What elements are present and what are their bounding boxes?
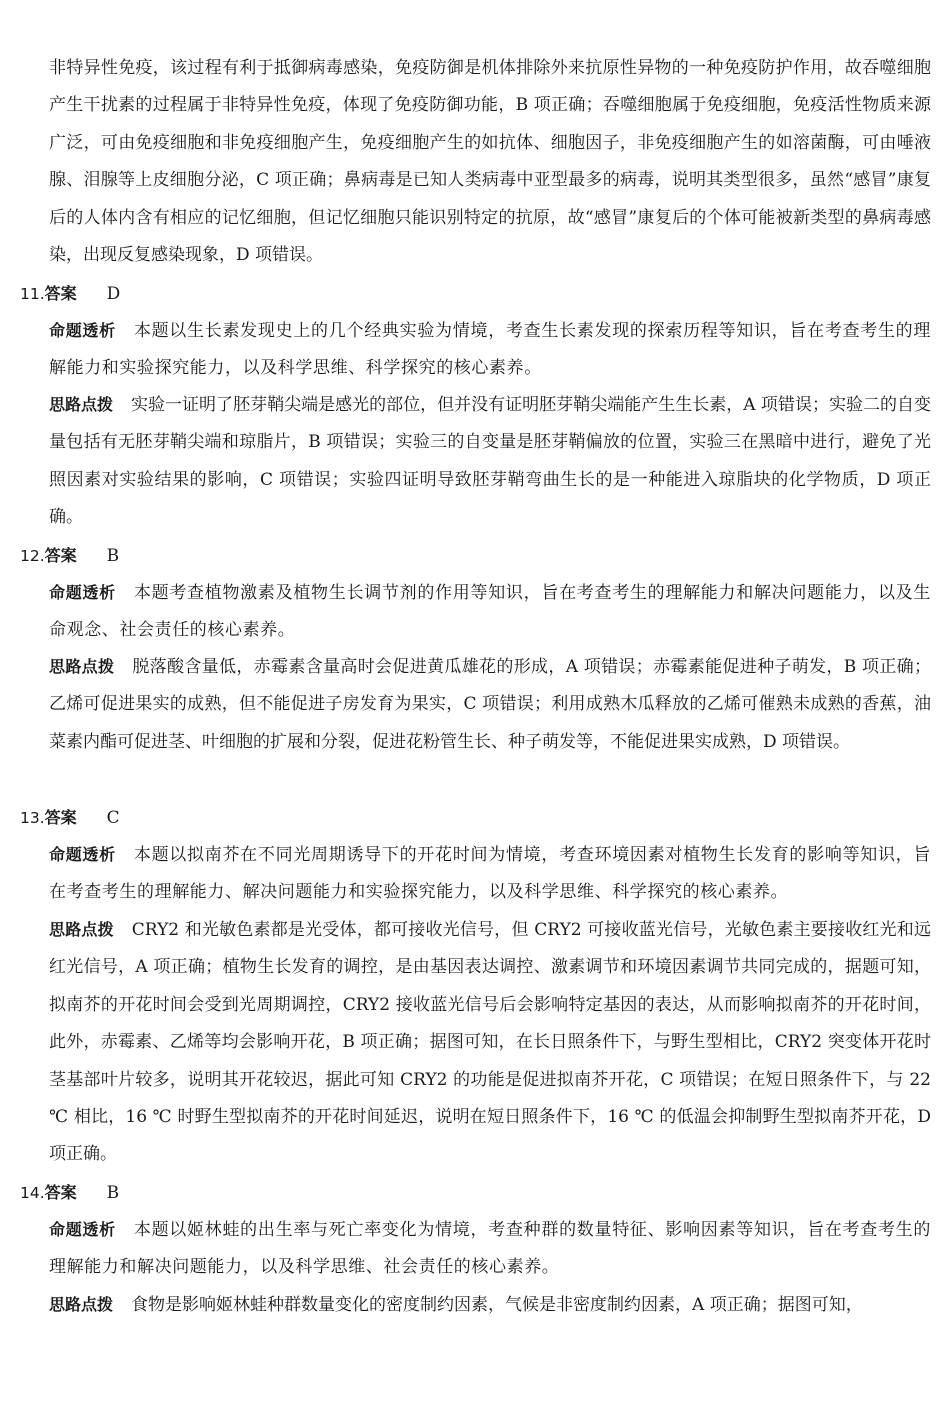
q14-analysis-label: 命题透析 [49,1220,116,1239]
q11-solution [49,386,931,537]
q14-analysis-text: 本题以姬林蛙的出生率与死亡率变化为情境，考查种群的数量特征、影响因素等知识，旨在考查考生的理解能力和解决问题能力，以及科学思维、社会责任的核心素养。 [49,1220,932,1278]
q14-answer: B [106,1183,120,1203]
q12-analysis-text: 本题考查植物激素及植物生长调节剂的作用等知识，旨在考查考生的理解能力和解决问题能力，以及生命观念、社会责任的核心素养。 [49,583,932,641]
q12-solution-text: 脱落酸含量低，赤霉素含量高时会促进黄瓜雄花的形成，A 项错误；赤霉素能促进种子萌发，B 项正确；乙烯可促进果实的成熟，但不能促进子房发育为果实，C 项错误；利用成熟木瓜释放的乙烯可催熟未成熟的香蕉，油菜素内酯可促进茎、叶细胞的扩展和分裂，促进花粉管生长、种子萌发等，不能促进果实成熟，D 项错误。 [49,657,931,752]
q13-analysis-label: 命题透析 [49,845,116,864]
intro-paragraph: 非特异性免疫，该过程有利于抵御病毒感染，免疫防御是机体排除外来抗原性异物的一种免疫防护作用，故吞噬细胞产生干扰素的过程属于非特异性免疫，体现了免疫防御功能，B 项正确；吞噬细胞属于免疫细胞，免疫活性物质来源广泛，可由免疫细胞和非免疫细胞产生，免疫细胞产生的如抗体、细胞因子，非免疫细胞产生的如溶菌酶，可由唾液腺、泪腺等上皮细胞分泌，C 项正确；鼻病毒是已知人类病毒中亚型最多的病毒，说明其类型很多，虽然“感冒”康复后的人体内含有相应的记忆细胞，但记忆细胞只能识别特定的抗原，故“感冒”康复后的个体可能被新类型的鼻病毒感染，出现反复感染现象，D 项错误。 [49,58,931,266]
q12-number: 12. [20,547,45,565]
q13-analysis-text: 本题以拟南芥在不同光周期诱导下的开花时间为情境，考查环境因素对植物生长发育的影响等知识，旨在考查考生的理解能力、解决问题能力和实验探究能力，以及科学思维、科学探究的核心素养。 [49,845,932,903]
q13-solution-label: 思路点拨 [49,920,114,939]
q14-analysis [49,1211,931,1287]
q11-solution-label: 思路点拨 [49,395,114,414]
q11-number: 11. [20,285,45,303]
q14-solution-label: 思路点拨 [49,1295,114,1314]
q12-answer: B [106,546,120,566]
q14-number: 14. [20,1184,45,1202]
q12-answer-label: 答案 [44,546,77,565]
q12-header [20,537,320,575]
q11-analysis-text: 本题以生长素发现史上的几个经典实验为情境，考查生长素发现的探索历程等知识，旨在考查考生的理解能力和实验探究能力，以及科学思维、科学探究的核心素养。 [49,321,932,379]
q14-header [20,1174,320,1212]
q12-solution [49,648,931,761]
q12-analysis [49,574,931,650]
q11-answer: D [106,284,121,304]
q13-analysis [49,836,931,912]
q13-answer: C [106,808,120,828]
q12-solution-label: 思路点拨 [49,657,115,676]
q13-solution-text: CRY2 和光敏色素都是光受体，都可接收光信号，但 CRY2 可接收蓝光信号，光敏色素主要接收红光和远红光信号，A 项正确；植物生长发育的调控，是由基因表达调控、激素调节和环境因素调节共同完成的，据题可知，拟南芥的开花时间会受到光周期调控，CRY2 接收蓝光信号后会影响特定基因的表达，从而影响拟南芥的开花时间，此外，赤霉素、乙烯等均会影响开花，B 项正确；据图可知，在长日照条件下，与野生型相比，CRY2 突变体开花时茎基部叶片较多，说明其开花较迟，据此可知 CRY2 的功能是促进拟南芥开花，C 项错误；在短日照条件下，与 22 ℃ 相比，16 ℃ 时野生型拟南芥的开花时间延迟，说明在短日照条件下，16 ℃ 的低温会抑制野生型拟南芥开花，D 项正确。 [49,920,931,1165]
q14-solution [49,1286,931,1324]
q13-number: 13. [20,809,45,827]
q14-answer-label: 答案 [44,1183,77,1202]
q12-analysis-label: 命题透析 [49,583,116,602]
q11-answer-label: 答案 [44,284,77,303]
q13-header [20,799,320,837]
q14-solution-text: 食物是影响姬林蛙种群数量变化的密度制约因素，气候是非密度制约因素，A 项正确；据图可知， [131,1295,863,1315]
q13-answer-label: 答案 [44,808,77,827]
q13-solution [49,911,931,1174]
q11-solution-text: 实验一证明了胚芽鞘尖端是感光的部位，但并没有证明胚芽鞘尖端能产生生长素，A 项错误；实验二的自变量包括有无胚芽鞘尖端和琼脂片，B 项错误；实验三的自变量是胚芽鞘偏放的位置，实验三在黑暗中进行，避免了光照因素对实验结果的影响，C 项错误；实验四证明导致胚芽鞘弯曲生长的是一种能进入琼脂块的化学物质，D 项正确。 [49,395,931,528]
q11-analysis-label: 命题透析 [49,321,116,340]
q11-analysis [49,312,931,388]
q11-header [20,275,320,313]
